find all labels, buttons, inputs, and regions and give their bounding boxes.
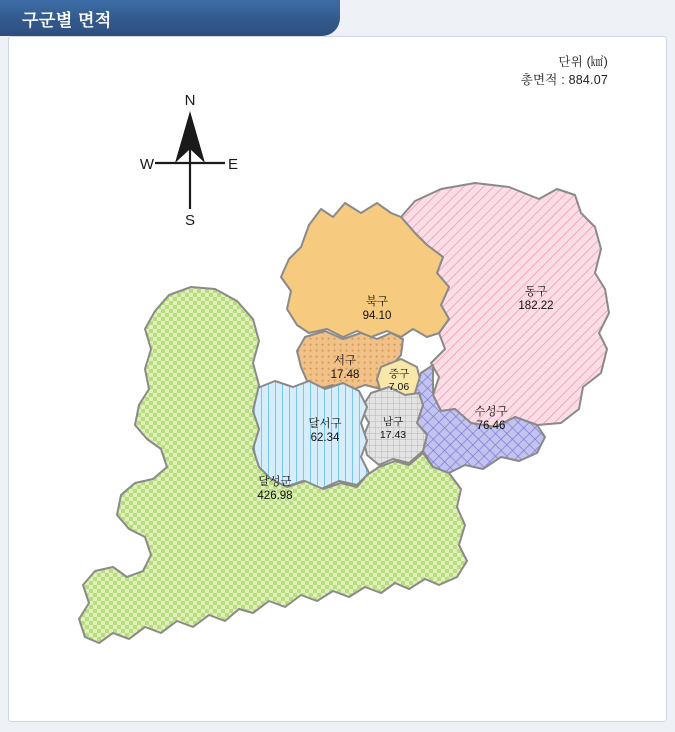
map-card	[8, 36, 667, 722]
page-title: 구군별 면적	[22, 10, 112, 30]
administrative-map	[9, 37, 668, 723]
region-dalseo	[251, 381, 369, 489]
page-header	[0, 0, 340, 36]
label-seo-value: 17.48	[330, 369, 360, 381]
label-dalseo-name: 달서구	[308, 418, 342, 430]
compass-north-label: N	[184, 92, 196, 109]
label-buk-value: 94.10	[362, 310, 392, 322]
label-suseong-name: 수성구	[474, 406, 508, 418]
label-seo-name: 서구	[333, 355, 357, 367]
label-nam-value: 17.43	[379, 429, 407, 441]
label-buk-name: 북구	[365, 296, 389, 308]
label-suseong-value: 76.46	[476, 420, 506, 432]
label-dong-name: 동구	[524, 286, 548, 298]
compass-west-label: W	[139, 156, 155, 173]
compass-east-label: E	[227, 156, 239, 173]
label-dalseo-value: 62.34	[310, 432, 340, 444]
total-area-label: 총면적 : 884.07	[520, 73, 608, 88]
unit-label: 단위 (㎢)	[558, 55, 608, 69]
label-dalseong-value: 426.98	[257, 490, 293, 502]
label-jung-value: 7.06	[388, 381, 410, 393]
label-jung-name: 중구	[388, 368, 410, 380]
compass-south-label: S	[184, 212, 196, 229]
label-dong-value: 182.22	[518, 300, 554, 312]
label-nam-name: 남구	[382, 416, 404, 428]
label-dalseong-name: 달성군	[258, 476, 292, 488]
region-nam	[361, 387, 427, 465]
